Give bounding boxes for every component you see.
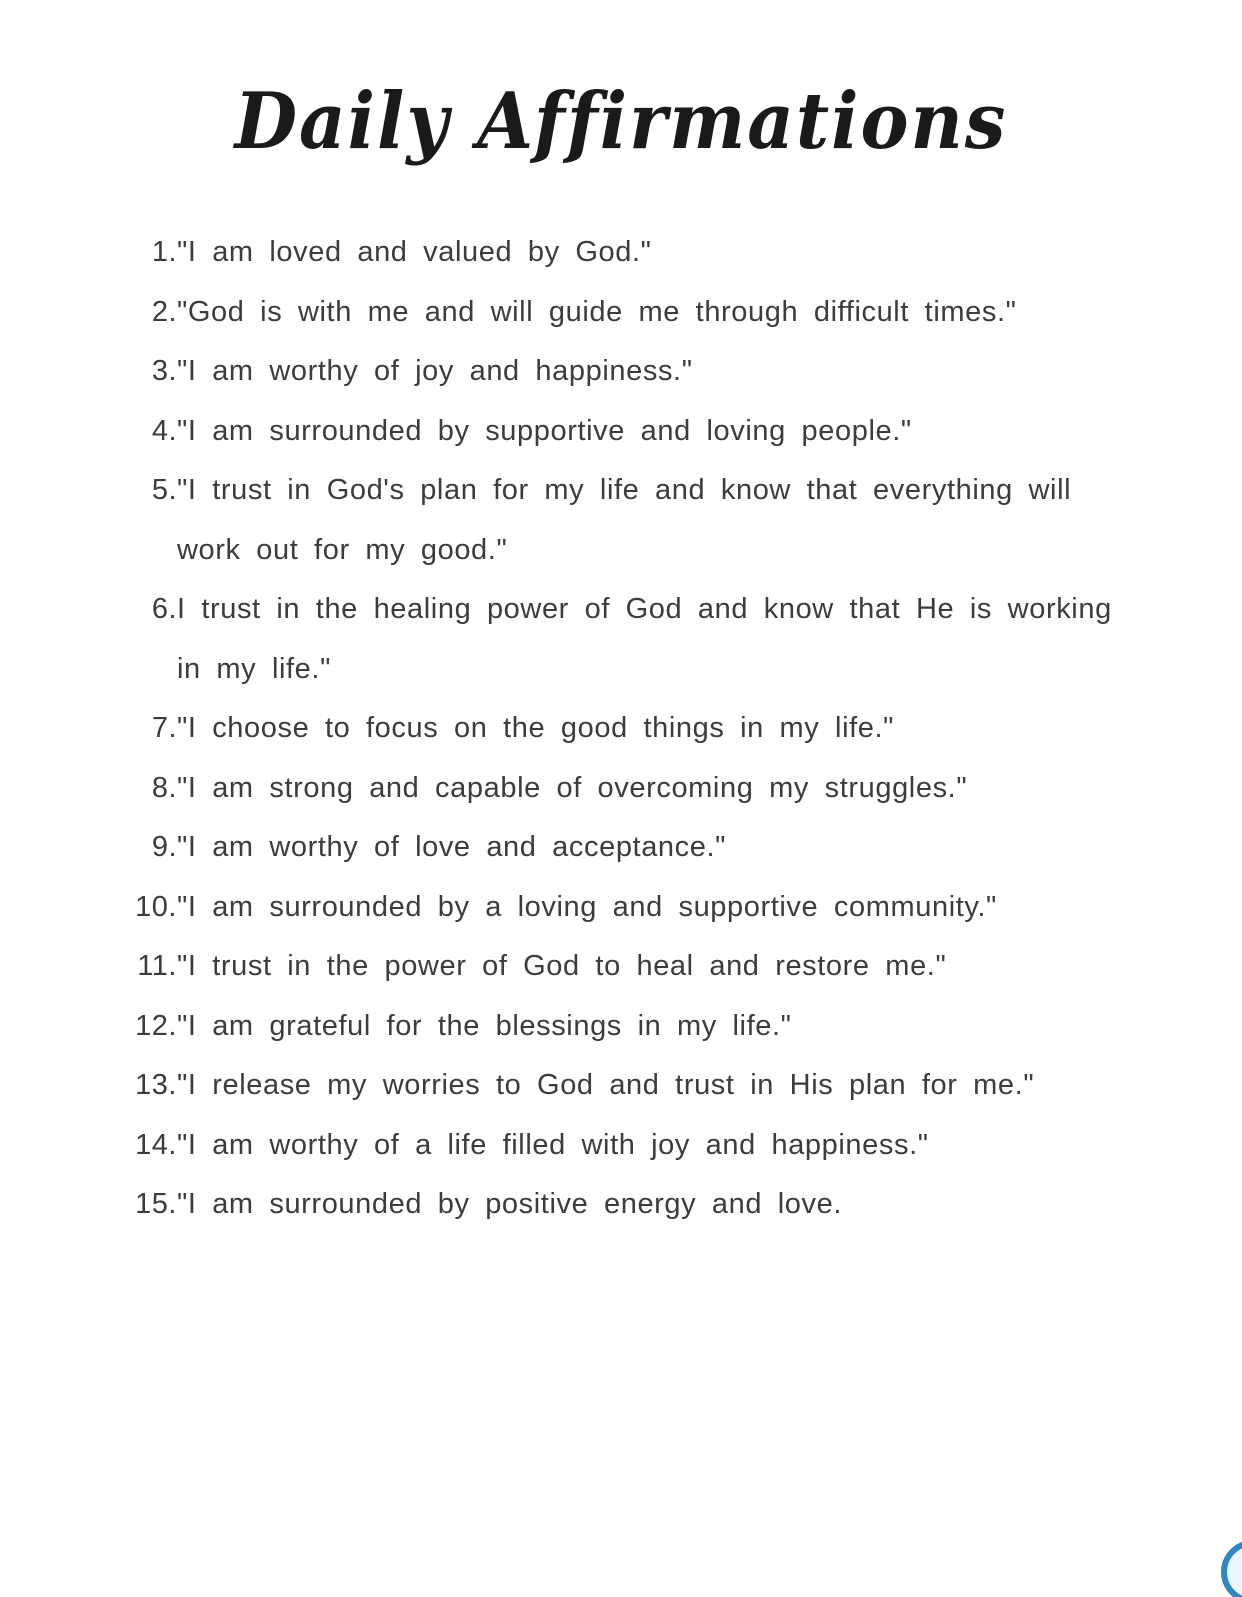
list-item	[99, 1056, 1130, 1116]
list-item	[99, 1116, 1130, 1176]
list-item-text: "I trust in God's plan for my life and know that everything will work out for my good."	[177, 474, 1072, 566]
brand-circle-logo-icon	[1221, 1540, 1242, 1597]
list-item-text: "I am loved and valued by God."	[177, 236, 652, 268]
list-item-number: 10.	[135, 890, 177, 923]
list-item	[99, 402, 1130, 462]
list-item	[99, 342, 1130, 402]
list-item-number: 9.	[151, 831, 177, 863]
list-item-text: "I am worthy of a life filled with joy and happiness."	[177, 1128, 929, 1161]
list-item	[99, 1175, 1130, 1235]
list-item	[99, 580, 1130, 699]
list-item	[99, 878, 1130, 938]
affirmations-list	[0, 223, 1242, 1235]
list-item-text: "I am surrounded by positive energy and love.	[177, 1188, 843, 1220]
list-item-number: 4.	[151, 414, 177, 447]
list-item-number: 8.	[151, 771, 177, 804]
list-item	[99, 818, 1130, 878]
list-item-text: "I am surrounded by a loving and supportive community."	[177, 890, 997, 923]
list-item-number: 7.	[151, 712, 177, 744]
list-item-text: "I am worthy of love and acceptance."	[177, 831, 727, 863]
list-item-text: "I am strong and capable of overcoming my struggles."	[177, 771, 968, 804]
list-item-text: "I am worthy of joy and happiness."	[177, 355, 693, 387]
list-item-number: 14.	[135, 1128, 177, 1161]
list-item	[99, 759, 1130, 819]
list-item-number: 2.	[151, 295, 177, 328]
list-item	[99, 223, 1130, 283]
list-item	[99, 283, 1130, 343]
list-item	[99, 997, 1130, 1057]
list-item-number: 6.	[151, 593, 177, 625]
list-item-number: 1.	[151, 236, 177, 268]
list-item-text: "I am surrounded by supportive and loving people."	[177, 414, 912, 447]
list-item-text: "I am grateful for the blessings in my life."	[177, 1009, 792, 1042]
list-item	[99, 461, 1130, 580]
list-item	[99, 937, 1130, 997]
list-item-number: 15.	[135, 1188, 177, 1220]
list-item-text: "I release my worries to God and trust in His plan for me."	[177, 1069, 1035, 1101]
list-item-number: 5.	[151, 474, 177, 506]
list-item-number: 11.	[137, 950, 177, 982]
list-item-text: "I choose to focus on the good things in my life."	[177, 712, 895, 744]
list-item-number: 3.	[151, 355, 177, 387]
page-title: Daily Affirmations	[234, 74, 1008, 167]
list-item-text: I trust in the healing power of God and know that He is working in my life."	[177, 593, 1112, 685]
list-item-text: "God is with me and will guide me through difficult times."	[177, 295, 1017, 328]
list-item-number: 13.	[135, 1069, 177, 1101]
list-item-number: 12.	[135, 1009, 177, 1042]
list-item	[99, 699, 1130, 759]
list-item-text: "I trust in the power of God to heal and restore me."	[177, 950, 947, 982]
